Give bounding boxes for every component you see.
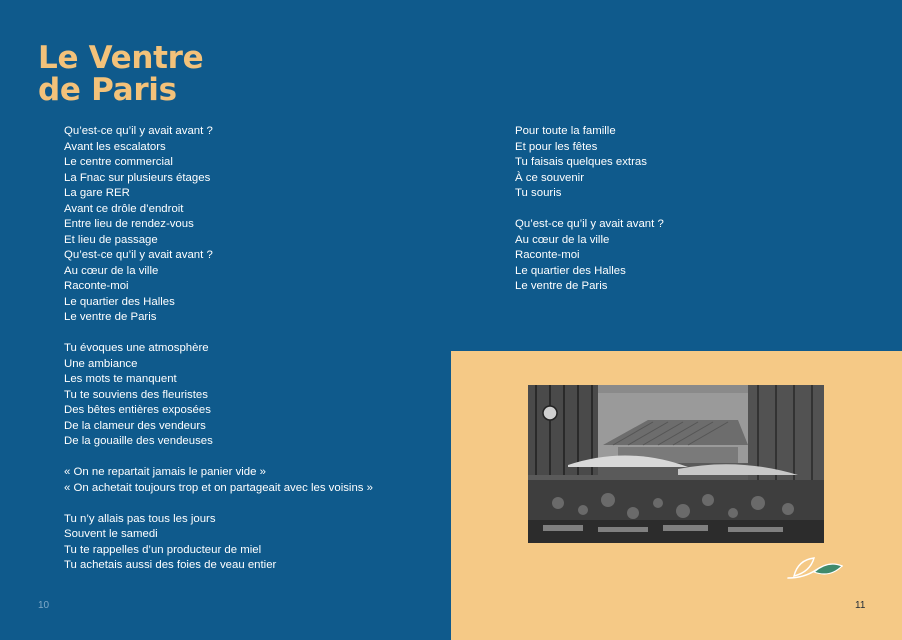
page-title [38,42,203,106]
poem-line: Tu te rappelles d’un producteur de miel [64,543,262,556]
poem-line: Qu’est-ce qu’il y avait avant ? [64,249,213,261]
poem-line: Une ambiance [64,357,138,370]
poem-line: « On achetait toujours trop et on partageait avec les voisins » [64,481,373,494]
poem-line: Le ventre de Paris [64,311,157,323]
poem-line: Souvent le samedi [64,528,158,540]
poem-line: Le quartier des Halles [515,264,626,277]
stanza [515,217,664,295]
poem-line: Tu achetais aussi des foies de veau entier [64,559,277,571]
poem-line: Raconte-moi [64,280,129,292]
photo-panel [451,351,902,640]
poem-line: Les mots te manquent [64,373,177,385]
poem-line: De la clameur des vendeurs [64,419,206,432]
title-line-2: de Paris [38,72,177,108]
poem-line: Tu évoques une atmosphère [64,342,209,354]
stanza [64,124,373,326]
right-page [451,0,902,640]
poem-right-column [515,124,664,310]
stanza [64,465,373,496]
poem-line: À ce souvenir [515,171,585,184]
page-number-right: 11 [855,600,866,611]
poem-line: Le centre commercial [64,156,173,168]
poem-line: « On ne repartait jamais le panier vide » [64,466,266,478]
poem-line: Qu’est-ce qu’il y avait avant ? [64,125,213,137]
poem-line: La Fnac sur plusieurs étages [64,171,211,184]
poem-line: Et lieu de passage [64,233,158,246]
poem-line: Avant ce drôle d’endroit [64,202,184,215]
poem-line: Tu souris [515,187,562,199]
poem-line: Le quartier des Halles [64,295,175,308]
title-line-1: Le Ventre [38,40,204,76]
poem-line: Et pour les fêtes [515,140,598,153]
poem-line: Tu faisais quelques extras [515,156,647,168]
poem-line: Tu n’y allais pas tous les jours [64,512,216,525]
poem-line: De la gouaille des vendeuses [64,435,213,447]
poem-line: Entre lieu de rendez-vous [64,218,194,230]
poem-line: Tu te souviens des fleuristes [64,388,208,401]
poem-line: Qu’est-ce qu’il y avait avant ? [515,218,664,230]
poem-left-column [64,124,373,589]
poem-line: Pour toute la famille [515,125,616,137]
stanza [515,124,664,202]
poem-line: La gare RER [64,187,130,199]
poem-line: Au cœur de la ville [64,264,159,277]
leaf-icon [784,552,846,584]
market-halles-photo [528,385,824,543]
poem-line: Des bêtes entières exposées [64,404,211,416]
poem-line: Avant les escalators [64,140,166,153]
poem-line: Le ventre de Paris [515,280,608,292]
page-number-left: 10 [38,600,50,611]
stanza [64,512,373,574]
poem-line: Au cœur de la ville [515,233,610,246]
poem-line: Raconte-moi [515,249,580,261]
stanza [64,341,373,450]
